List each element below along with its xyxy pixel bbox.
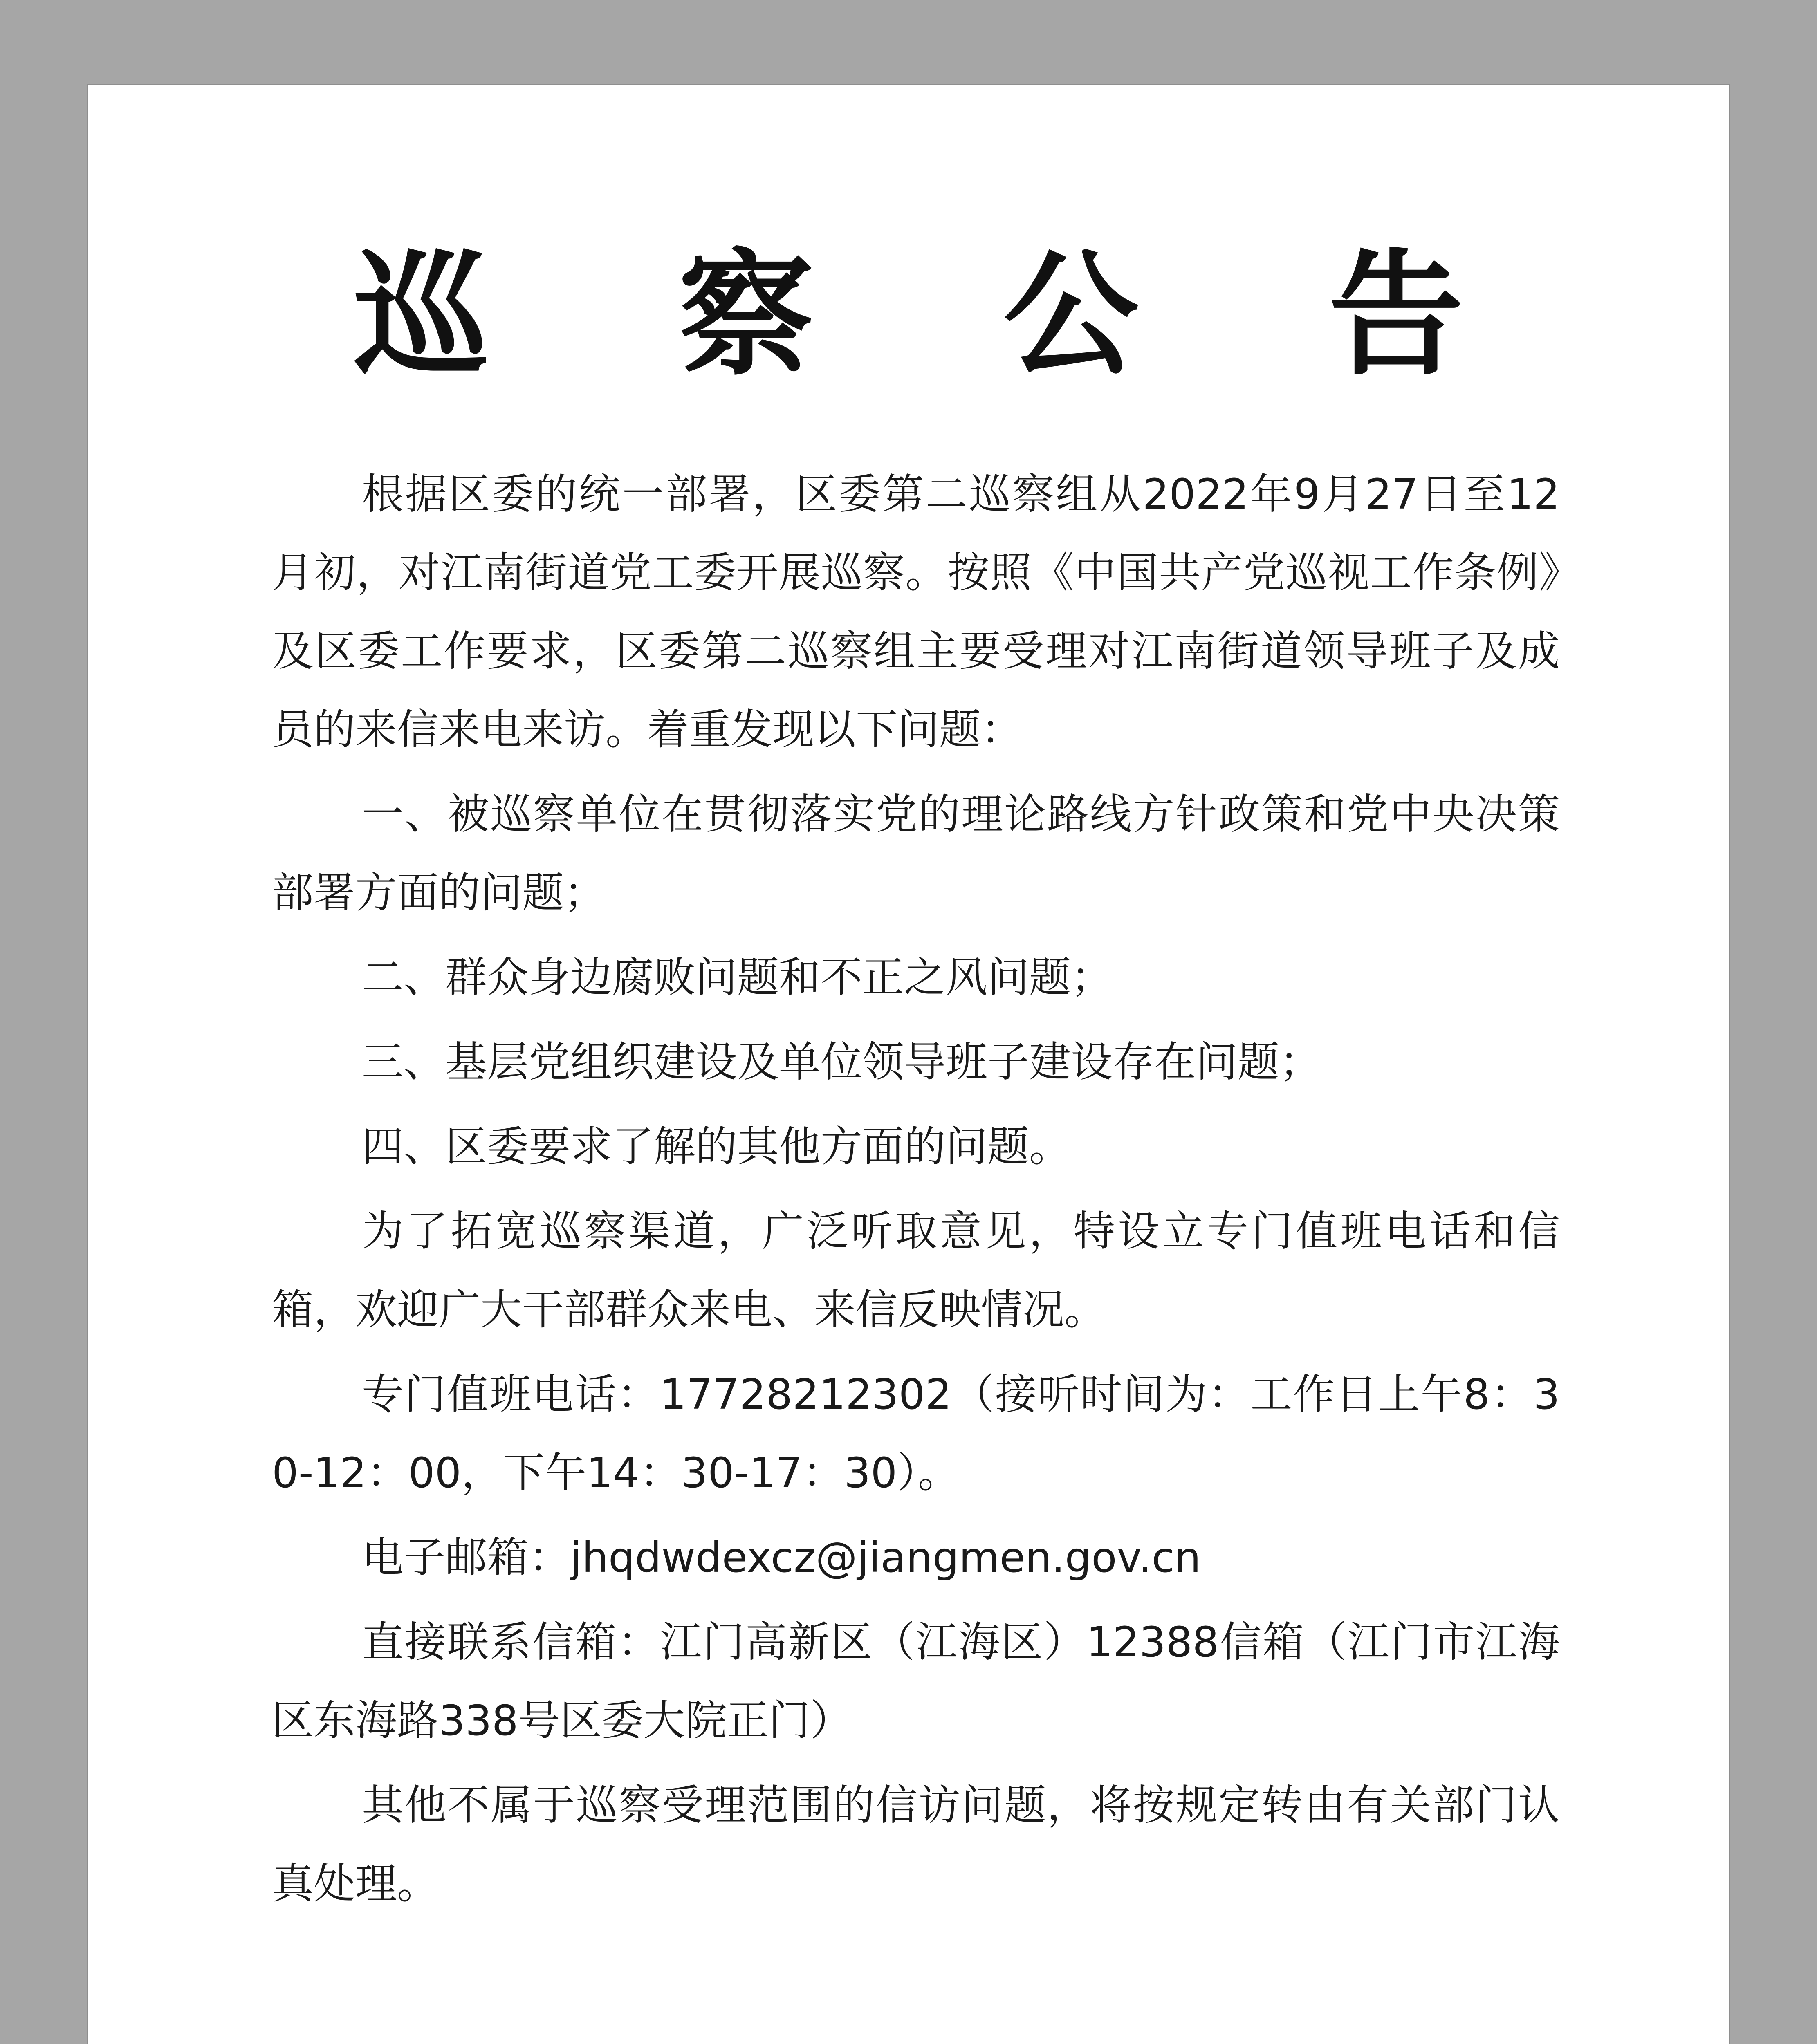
- notice-title: 巡 察 公 告: [353, 235, 1535, 394]
- paragraph-item-4: 四、区委要求了解的其他方面的问题。: [362, 1123, 1071, 1171]
- paragraph-phone: 专门值班电话：17728212302（接听时间为：工作日上午8：30-12：00，下午14：30-17：30）。: [272, 1370, 1560, 1497]
- notice-body: [272, 455, 1560, 1930]
- paragraph-email: 电子邮箱：jhqdwdexcz@jiangmen.gov.cn: [362, 1533, 1201, 1582]
- paragraph-item-1: 一、被巡察单位在贯彻落实党的理论路线方针政策和党中央决策部署方面的问题；: [272, 790, 1560, 917]
- notice-sheet: [87, 84, 1730, 2044]
- paragraph-mailbox: 直接联系信箱：江门高新区（江海区）12388信箱（江门市江海区东海路338号区委大院正门）: [272, 1618, 1560, 1745]
- paragraph-other: 其他不属于巡察受理范围的信访问题，将按规定转由有关部门认真处理。: [272, 1781, 1560, 1908]
- paragraph-item-2: 二、群众身边腐败问题和不正之风问题；: [362, 953, 1113, 1002]
- paragraph-item-3: 三、基层党组织建设及单位领导班子建设存在问题；: [362, 1038, 1321, 1087]
- paragraph-channels: 为了拓宽巡察渠道，广泛听取意见，特设立专门值班电话和信箱，欢迎广大干部群众来电、来信反映情况。: [272, 1207, 1560, 1334]
- paragraph-intro: 根据区委的统一部署，区委第二巡察组从2022年9月27日至12月初，对江南街道党工委开展巡察。按照《中国共产党巡视工作条例》及区委工作要求，区委第二巡察组主要受理对江南街道领导班子及成员的来信来电来访。着重发现以下问题：: [272, 470, 1560, 754]
